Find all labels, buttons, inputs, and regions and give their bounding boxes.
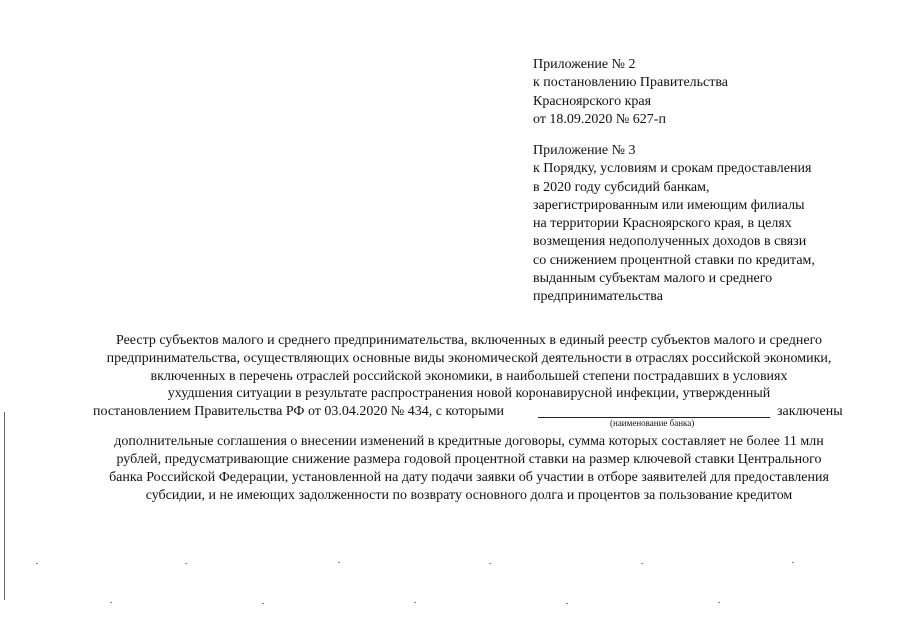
registry-title-line: ухудшения ситуации в результате распространения новой коронавирусной инфекции, утвержденный [167, 386, 771, 402]
appendix-3-line: зарегистрированным или имеющим филиалы [533, 197, 805, 213]
registry-title-line: постановлением Правительства РФ от 03.04.2020 № 434, с которыми [93, 404, 505, 420]
registry-title-line: банка Российской Федерации, установленной на дату подачи заявки об участии в отборе заявителей для предоставления [109, 469, 829, 485]
appendix-2-line: Приложение № 2 [533, 57, 636, 72]
registry-title-line: включенных в перечень отраслей российской экономики, в наибольшей степени пострадавших в условиях [150, 368, 788, 384]
scan-speck [792, 562, 794, 563]
appendix-3-line: на территории Красноярского края, в целях [533, 216, 792, 232]
bank-name-caption: (наименование банка) [610, 418, 695, 429]
registry-title-line: заключены [777, 404, 843, 420]
scan-speck [262, 603, 264, 604]
appendix-2-line: от 18.09.2020 № 627-п [533, 111, 666, 127]
appendix-3-line: со снижением процентной ставки по кредитам, [533, 252, 815, 268]
registry-title-line: дополнительные соглашения о внесении изменений в кредитные договоры, сумма которых составляет не более 11 млн [114, 434, 824, 450]
registry-title-line: Реестр субъектов малого и среднего предпринимательства, включенных в единый реестр субъектов малого и среднего [115, 333, 823, 348]
appendix-2-line: Красноярского края [533, 93, 652, 109]
appendix-3-header [533, 142, 815, 307]
appendix-3-line: возмещения недополученных доходов в связи [533, 234, 807, 250]
scan-speck [641, 563, 643, 564]
registry-title-line: предпринимательства, осуществляющих основные виды экономической деятельности в отраслях российской экономики, [106, 350, 832, 366]
scan-speck [718, 602, 720, 603]
bank-name-row [80, 403, 858, 421]
scan-speck [185, 563, 187, 564]
scan-speck [414, 602, 416, 603]
appendix-2-header [533, 56, 728, 129]
appendix-3-line: предпринимательства [533, 289, 663, 305]
appendix-2-line: к постановлению Правительства [533, 75, 729, 91]
registry-title [80, 332, 858, 504]
scan-speck [566, 603, 568, 604]
scan-edge-mark [4, 412, 5, 600]
registry-title-line: рублей, предусматривающие снижение размера годовой процентной ставки на размер ключевой ставки Центрального [116, 451, 822, 467]
scan-speck [110, 602, 112, 603]
registry-title-line: субсидии, и не имеющих задолженности по возврату основного долга и процентов за пользование кредитом [145, 487, 793, 503]
appendix-3-line: выданным субъектам малого и среднего [533, 271, 773, 287]
appendix-3-line: к Порядку, условиям и срокам предоставления [533, 161, 812, 177]
scan-speck [489, 563, 491, 564]
scan-speck [36, 563, 38, 564]
appendix-3-line: Приложение № 3 [533, 143, 636, 158]
scan-speck [338, 562, 340, 563]
bank-name-caption-row [80, 418, 858, 433]
appendix-3-line: в 2020 году субсидий банкам, [533, 179, 710, 195]
